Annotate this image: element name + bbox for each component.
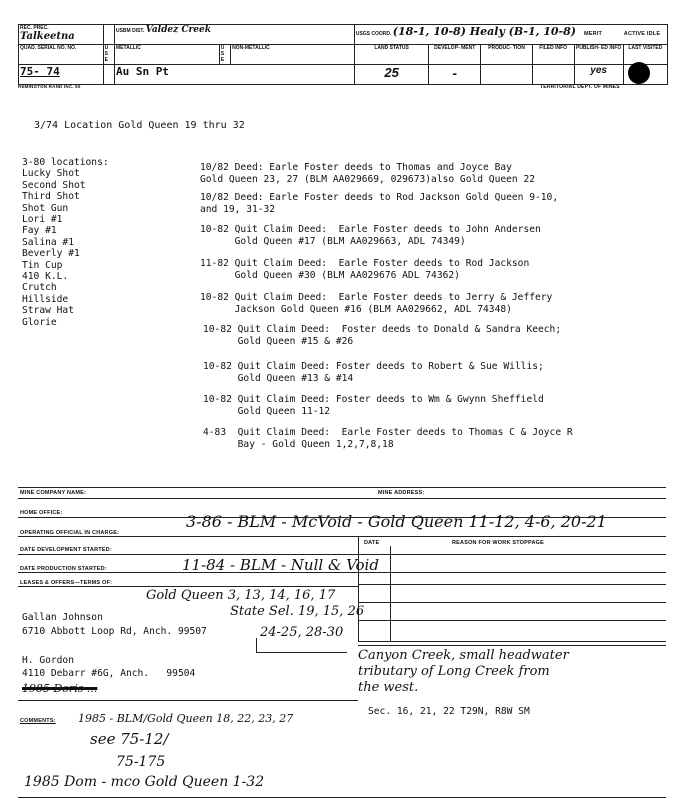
list-item: Shot Gun	[22, 202, 69, 214]
list-item: Fay #1	[22, 225, 57, 237]
list-item: Tin Cup	[22, 259, 63, 271]
leases-hand-3: State Sel. 19, 15, 26	[230, 604, 365, 619]
list-item: Salina #1	[22, 236, 74, 248]
land-status-label: LAND STATUS	[354, 45, 428, 65]
bracket-mark	[256, 638, 347, 653]
quad-serial-label: QUAD. SERIAL NO. NO.	[19, 45, 104, 65]
reason-col-label: REASON FOR WORK STOPPAGE	[452, 540, 544, 546]
land-status-value: 25	[354, 65, 428, 85]
non-metallic-label: NON-METALLIC	[231, 45, 355, 65]
operating-official-label: OPERATING OFFICIAL IN CHARGE:	[20, 530, 120, 536]
owner2-struck: 1985 Doris ...	[22, 682, 98, 695]
form-divider	[358, 620, 666, 621]
last-visited-label: LAST VISITED	[623, 45, 667, 65]
leases-hand-4: 24-25, 28-30	[260, 625, 344, 640]
form-divider	[18, 487, 666, 488]
rec-prec-value: Talkeetna	[20, 31, 75, 42]
deed-entry: 10-82 Quit Claim Deed: Earle Foster deeds to Jerry & Jeffery Jackson Gold Queen #16 (BLM AA029662, ADL 74348)	[200, 292, 553, 315]
form-divider	[18, 554, 666, 555]
usbm-dist-cell	[114, 25, 354, 45]
form-divider	[18, 586, 358, 587]
quad-value: 75- 74	[19, 65, 104, 85]
mine-address-label: MINE ADDRESS:	[378, 490, 425, 496]
location-note: Canyon Creek, small headwater tributary of Long Creek from the west.	[358, 648, 569, 695]
list-item: Straw Hat	[22, 305, 74, 317]
form-divider	[358, 584, 666, 585]
date-dev-label: DATE DEVELOPMENT STARTED:	[20, 547, 112, 553]
locations-header: 3-80 locations:	[22, 157, 109, 168]
list-item: Beverly #1	[22, 248, 80, 260]
form-divider	[18, 498, 666, 499]
publish-info-label: PUBLISH- ED INFO	[574, 45, 623, 65]
form-divider	[358, 602, 666, 603]
publish-value: yes	[574, 65, 623, 85]
form-divider	[18, 536, 666, 537]
leases-hand-2: Gold Queen 3, 13, 14, 16, 17	[146, 588, 336, 603]
date-prod-label: DATE PRODUCTION STARTED:	[20, 566, 107, 572]
form-divider	[18, 700, 358, 701]
home-office-label: HOME OFFICE:	[20, 510, 63, 516]
usbm-dist-value: Valdez Creek	[145, 25, 211, 35]
production-label: PRODUC- TION	[481, 45, 533, 65]
leases-label: LEASES & OFFERS—TERMS OF:	[20, 580, 113, 586]
list-item: Hillside	[22, 293, 69, 305]
deed-entry: 11-82 Quit Claim Deed: Earle Foster deeds to Rod Jackson Gold Queen #30 (BLM AA029676 ADL 74362)	[200, 258, 530, 281]
usgs-coord-label: USGS COORD.	[355, 31, 392, 37]
location-title: 3/74 Location Gold Queen 19 thru 32	[34, 120, 245, 131]
list-item: Third Shot	[22, 191, 80, 203]
development-label: DEVELOP- MENT	[429, 45, 481, 65]
active-dot-icon	[628, 62, 650, 84]
deed-entry: 10/82 Deed: Earle Foster deeds to Thomas and Joyce Bay Gold Queen 23, 27 (BLM AA029669, 029673)also Gold Queen 22	[200, 162, 536, 185]
footer-left: REMINGTON RAND INC. 50	[18, 84, 81, 89]
locations-list	[22, 157, 109, 328]
list-item: Second Shot	[22, 179, 86, 191]
list-item: Crutch	[22, 282, 57, 294]
comment-2: see 75-12/	[90, 730, 169, 748]
deed-entry: 10-82 Quit Claim Deed: Foster deeds to Robert & Sue Willis; Gold Queen #13 & #14	[203, 361, 544, 384]
development-value: -	[429, 65, 481, 85]
operating-official-value: 3-86 - BLM - McVoid - Gold Queen 11-12, 4-6, 20-21	[186, 512, 607, 531]
filed-info-label: FILED INFO	[532, 45, 574, 65]
sec-line: Sec. 16, 21, 22 T29N, R8W SM	[368, 706, 530, 717]
deed-entry: 10-82 Quit Claim Deed: Foster deeds to Donald & Sandra Keech; Gold Queen #15 & #26	[203, 324, 562, 347]
deed-entry: 10-82 Quit Claim Deed: Earle Foster deeds to John Andersen Gold Queen #17 (BLM AA029663, ADL 74349)	[200, 224, 541, 247]
active-idle-label: ACTIVE IDLE	[623, 31, 661, 37]
usgs-coord-value: (18-1, 10-8) Healy (B-1, 10-8)	[392, 25, 576, 38]
owner2-name: H. Gordon	[22, 655, 74, 666]
comment-1: 1985 - BLM/Gold Queen 18, 22, 23, 27	[78, 712, 294, 725]
form-column-divider	[358, 536, 359, 642]
header-grid: REC. PREC. Talkeetna USBM DIST. Valdez Creek USGS COORD. (18-1, 10-8) Healy (B-1, 10-8) QUAD. SERIAL NO. NO. U S E METALLIC U S E NON-METALLIC LAND STATUS DEVELOP- MENT PRODUC- TION FILED INFO PUBLISH- ED INFO LAST VISITED 75- 74 Au Sn Pt 25 - yes	[18, 24, 668, 85]
deed-entry: 4-83 Quit Claim Deed: Earle Foster deeds to Thomas C & Joyce R Bay - Gold Queen 1,2,7,8,18	[203, 427, 573, 450]
metallic-label: METALLIC	[114, 45, 219, 65]
rec-prec-cell	[19, 25, 104, 45]
list-item: Lori #1	[22, 214, 63, 226]
usgs-coord-cell	[354, 25, 667, 45]
list-item: Lucky Shot	[22, 168, 80, 180]
deed-entry: 10-82 Quit Claim Deed: Foster deeds to Wm & Gwynn Sheffield Gold Queen 11-12	[203, 394, 544, 417]
form-divider	[358, 645, 666, 646]
owner1-addr: 6710 Abbott Loop Rd, Anch. 99507	[22, 626, 207, 637]
usbm-dist-label: USBM DIST.	[115, 28, 145, 34]
deed-entry: 10/82 Deed: Earle Foster deeds to Rod Jackson Gold Queen 9-10, and 19, 31-32	[200, 192, 559, 215]
comment-3: 75-175	[116, 754, 166, 770]
date-col-label: DATE	[364, 540, 380, 546]
mine-company-label: MINE COMPANY NAME:	[20, 490, 87, 496]
footer-right: TERRITORIAL DEPT. OF MINES	[540, 84, 620, 90]
owner1-name: Gallan Johnson	[22, 612, 103, 623]
list-item: Glorie	[22, 316, 57, 328]
leases-hand-1: 11-84 - BLM - Null & Void	[182, 556, 379, 574]
commodity-value: Au Sn Pt	[114, 65, 354, 85]
form-divider	[18, 797, 666, 798]
list-item: 410 K.L.	[22, 271, 69, 283]
comment-4: 1985 Dom - mco Gold Queen 1-32	[24, 774, 265, 790]
form-divider	[358, 641, 666, 642]
form-column-divider	[390, 546, 391, 642]
owner2-addr: 4110 Debarr #6G, Anch. 99504	[22, 668, 196, 679]
merit-label: MERIT	[584, 31, 603, 37]
comments-label: COMMENTS:	[20, 718, 56, 724]
rec-prec-label: REC. PREC.	[20, 25, 49, 31]
